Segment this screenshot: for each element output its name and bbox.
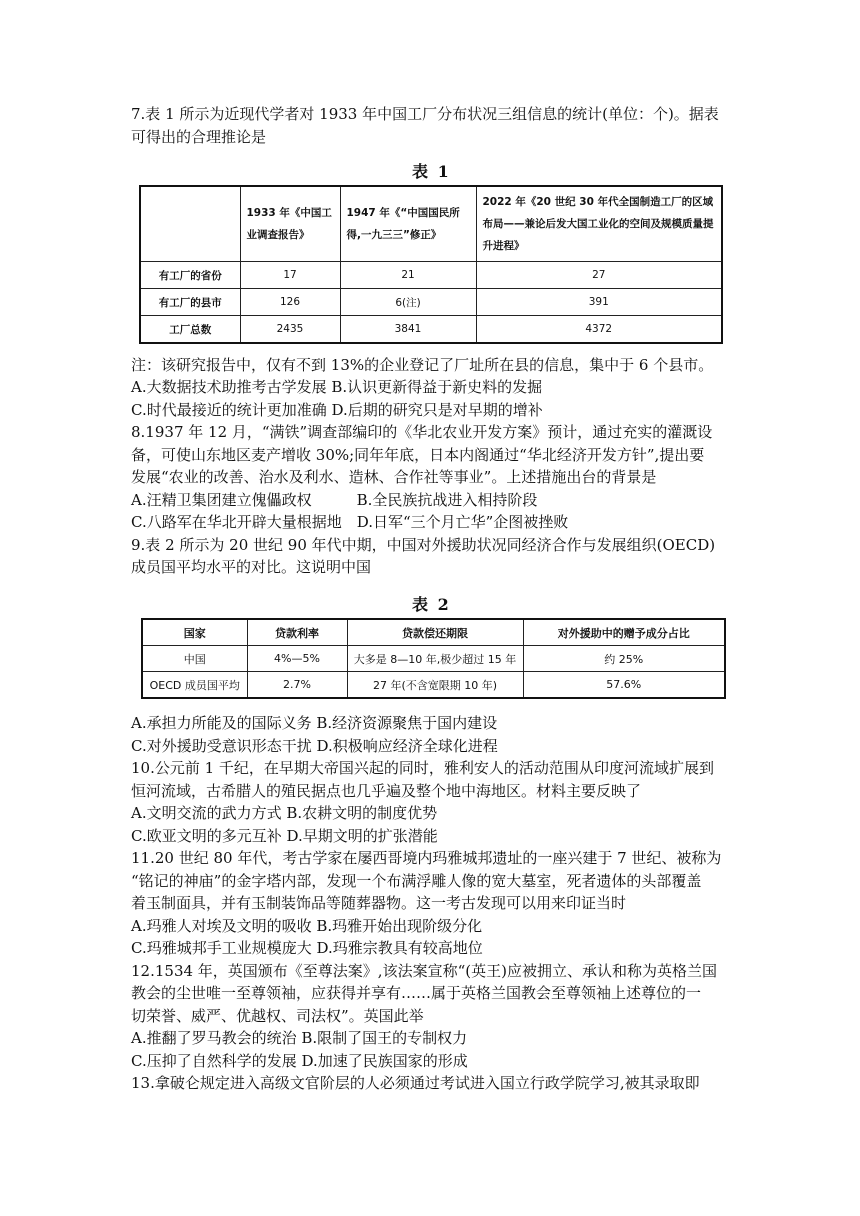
q10-stem-line1: 10.公元前 1 千纪，在早期大帝国兴起的同时，雅利安人的活动范围从印度河流域扩展到	[131, 759, 714, 777]
table1-cell: 4372	[476, 316, 722, 344]
q8-stem-line2: 备，可使山东地区麦产增收 30%;同年年底，日本内阁通过“华北经济开发方针”,提出要	[131, 446, 705, 464]
q7-note: 注：该研究报告中，仅有不到 13%的企业登记了厂址所在县的信息，集中于 6 个县市。	[131, 356, 714, 374]
table2-row-label: OECD 成员国平均	[142, 672, 247, 699]
q7-stem-line1: 7.表 1 所示为近现代学者对 1933 年中国工厂分布状况三组信息的统计(单位：个)。据表	[131, 105, 719, 123]
table2-row-label: 中国	[142, 646, 247, 672]
table2-cell: 2.7%	[247, 672, 347, 699]
q8-options-ab: A.汪精卫集团建立傀儡政权 B.全民族抗战进入相持阶段	[131, 491, 538, 509]
table2-row	[142, 646, 725, 672]
table2-header-cell: 贷款偿还期限	[347, 619, 523, 646]
q8-stem-line3: 发展“农业的改善、治水及利水、造林、合作社等事业”。上述措施出台的背景是	[131, 468, 657, 486]
table1-cell: 126	[240, 289, 340, 316]
table1-header-cell: 1947 年《“中国国民所得,一九三三”修正》	[340, 186, 476, 262]
q7-stem-line2: 可得出的合理推论是	[131, 128, 267, 146]
table1-cell: 17	[240, 262, 340, 289]
q11-stem-line3: 着玉制面具，并有玉制装饰品等随葬器物。这一考古发现可以用来印证当时	[131, 894, 627, 912]
table2-cell: 27 年(不含宽限期 10 年)	[347, 672, 523, 699]
table2-header-row	[142, 619, 725, 646]
table2-caption: 表 2	[412, 595, 451, 614]
q13-stem-line1: 13.拿破仑规定进入高级文官阶层的人必须通过考试进入国立行政学院学习,被其录取即	[131, 1074, 700, 1092]
table1-cell: 27	[476, 262, 722, 289]
table1-header-cell: 2022 年《20 世纪 30 年代全国制造工厂的区域布局——兼论后发大国工业化的空间及规模质量提升进程》	[476, 186, 722, 262]
q8-options-cd: C.八路军在华北开辟大量根据地 D.日军“三个月亡华”企图被挫败	[131, 513, 569, 531]
table2	[141, 618, 726, 699]
table1-cell: 6(注)	[340, 289, 476, 316]
q9-stem-line2: 成员国平均水平的对比。这说明中国	[131, 558, 372, 576]
q9-stem-line1: 9.表 2 所示为 20 世纪 90 年代中期，中国对外援助状况同经济合作与发展组织(OECD)	[131, 536, 716, 554]
q12-options-cd: C.压抑了自然科学的发展 D.加速了民族国家的形成	[131, 1052, 468, 1070]
q12-stem-line2: 教会的尘世唯一至尊领袖，应获得并享有……属于英格兰国教会至尊领袖上述尊位的一	[131, 984, 702, 1002]
q11-stem-line1: 11.20 世纪 80 年代，考古学家在屡西哥境内玛雅城邦遗址的一座兴建于 7 世纪、被称为	[131, 849, 722, 867]
q10-options-cd: C.欧亚文明的多元互补 D.早期文明的扩张潜能	[131, 827, 438, 845]
table1-row	[140, 316, 722, 344]
table2-cell: 约 25%	[523, 646, 725, 672]
q9-options-cd: C.对外援助受意识形态干扰 D.积极响应经济全球化进程	[131, 737, 498, 755]
table1-row-label: 工厂总数	[140, 316, 240, 344]
q10-options-ab: A.文明交流的武力方式 B.农耕文明的制度优势	[131, 804, 438, 822]
q7-options-cd: C.时代最接近的统计更加准确 D.后期的研究只是对早期的增补	[131, 401, 543, 419]
table1-row	[140, 262, 722, 289]
table1-row-label: 有工厂的省份	[140, 262, 240, 289]
table2-cell: 57.6%	[523, 672, 725, 699]
q9-options-ab: A.承担力所能及的国际义务 B.经济资源聚焦于国内建设	[131, 714, 498, 732]
q12-stem-line1: 12.1534 年，英国颁布《至尊法案》,该法案宣称“(英王)应被拥立、承认和称为英格兰国	[131, 962, 717, 980]
table1	[139, 185, 723, 344]
q12-stem-line3: 切荣誉、威严、优越权、司法权”。英国此举	[131, 1007, 424, 1025]
table1-cell: 391	[476, 289, 722, 316]
table1-cell: 3841	[340, 316, 476, 344]
table1-header-row	[140, 186, 722, 262]
table2-cell: 4%—5%	[247, 646, 347, 672]
table2-header-cell: 对外援助中的赠予成分占比	[523, 619, 725, 646]
q7-options-ab: A.大数据技术助推考古学发展 B.认识更新得益于新史料的发掘	[131, 378, 543, 396]
q11-options-ab: A.玛雅人对埃及文明的吸收 B.玛雅开始出现阶级分化	[131, 917, 483, 935]
table1-cell: 2435	[240, 316, 340, 344]
table1-row	[140, 289, 722, 316]
q11-stem-line2: “铭记的神庙”的金字塔内部，发现一个布满浮雕人像的宽大墓室，死者遗体的头部覆盖	[131, 872, 702, 890]
table2-header-cell: 贷款利率	[247, 619, 347, 646]
table1-row-label: 有工厂的县市	[140, 289, 240, 316]
q10-stem-line2: 恒河流域，古希腊人的殖民据点也几乎遍及整个地中海地区。材料主要反映了	[131, 782, 642, 800]
table1-caption: 表 1	[412, 162, 451, 181]
table2-cell: 大多是 8—10 年,极少超过 15 年	[347, 646, 523, 672]
q8-stem-line1: 8.1937 年 12 月，“满铁”调查部编印的《华北农业开发方案》预计，通过充实的灌溉设	[131, 423, 713, 441]
q11-options-cd: C.玛雅城邦手工业规模庞大 D.玛雅宗教具有较高地位	[131, 939, 483, 957]
table2-row	[142, 672, 725, 699]
table2-header-cell: 国家	[142, 619, 247, 646]
table1-header-cell: 1933 年《中国工业调查报告》	[240, 186, 340, 262]
q12-options-ab: A.推翻了罗马教会的统治 B.限制了国王的专制权力	[131, 1029, 468, 1047]
table1-cell: 21	[340, 262, 476, 289]
table1-header-cell	[140, 186, 240, 262]
